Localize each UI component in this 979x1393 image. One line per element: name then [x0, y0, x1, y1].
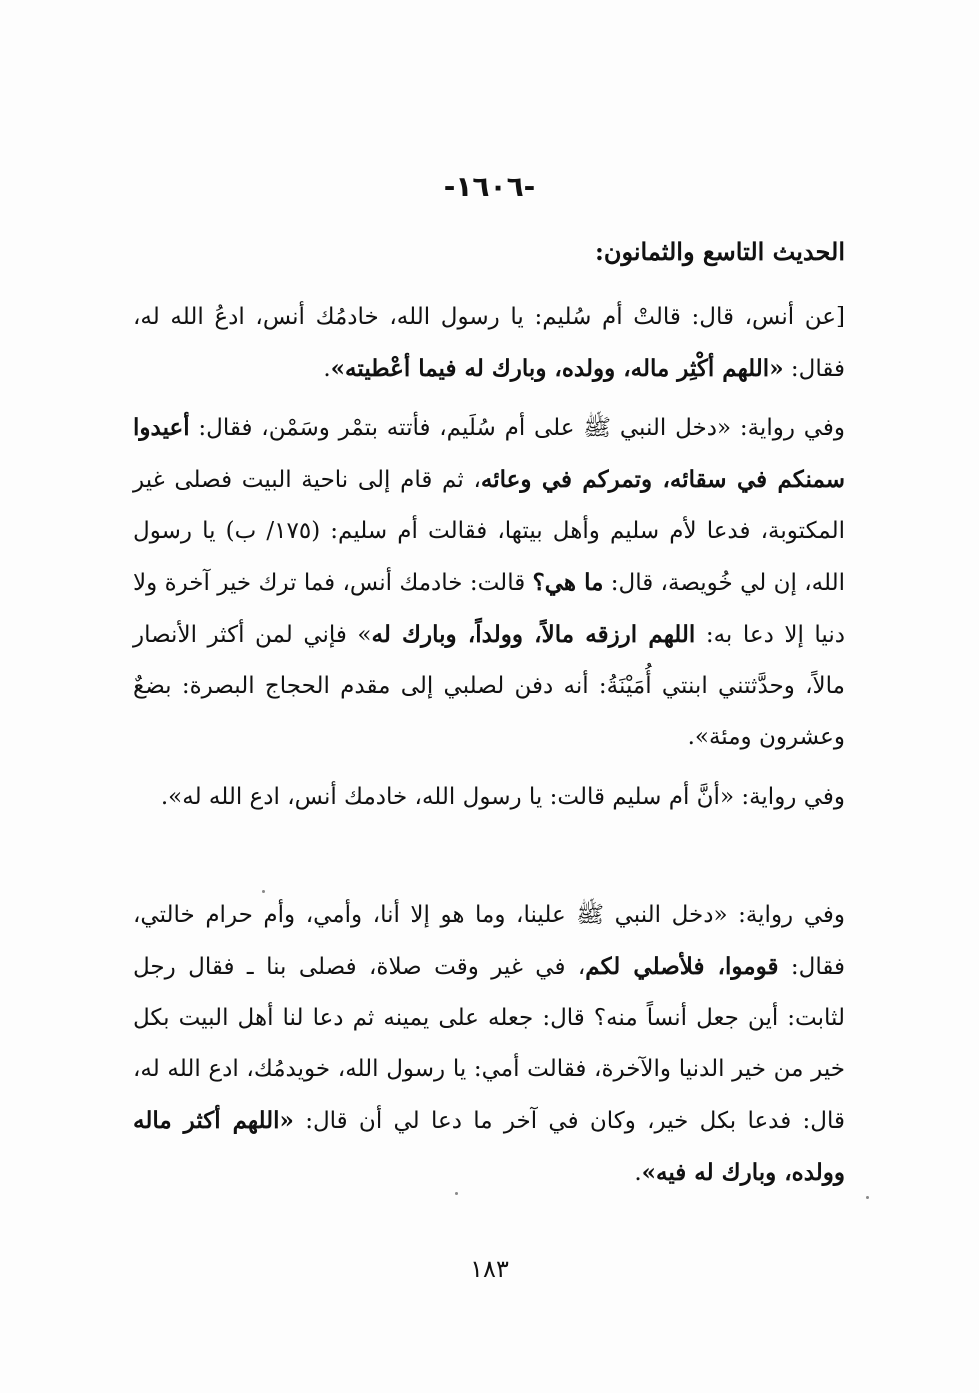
bold-text-segment: قوموا، فلأصلي لكم [585, 953, 779, 980]
text-segment: . [634, 1160, 642, 1186]
scan-speck [866, 1196, 869, 1199]
text-segment: قالت: خادمك أنس، فما ترك خير آخرة ولا دنيا إلا دعا به: [133, 570, 845, 648]
scan-speck [455, 1192, 458, 1195]
bold-text-segment: «اللهم أكْثِر ماله، وولده، وبارك له فيما أعْطيته» [330, 355, 784, 382]
text-segment: ، في غير وقت صلاة، فصلى بنا ـ فقال رجل لثابت: أين جعل أنساً منه؟ قال: جعله على يمينه ثم دعا لنا أهل البيت بكل خير من خير الدنيا والآخرة، فقالت أمي: يا رسول الله، خويدمُك، ادع الله له، قال: فدعا بكل خير، وكان في آخر ما دعا لي أن قال: [133, 954, 845, 1134]
text-segment: . [323, 356, 331, 382]
paragraph [133, 890, 845, 1199]
bold-text-segment: أعيدوا سمنكم في سقائه، وتمركم في وعائه [133, 414, 846, 493]
text-segment: ، ثم قام إلى ناحية البيت فصلى غير المكتوبة، فدعا لأم سليم وأهل بيتها، فقالت أم سليم: (١٧٥/ ب) يا رسول الله، إن لي خُويصة، قال: [133, 467, 846, 596]
bold-text-segment: ما هي؟ [532, 569, 604, 596]
scan-speck [262, 890, 265, 893]
paragraph [133, 772, 845, 823]
paragraph [133, 402, 845, 763]
section-heading: الحديث التاسع والثمانون: [594, 237, 845, 266]
text-segment: وفي رواية: «دخل النبي ﷺ على أم سُلَيم، فأتته بتمْر وسَمْن، فقال: [189, 415, 845, 441]
page-number: ١٨٣ [470, 1255, 509, 1283]
hadith-number: -١٦٠٦- [443, 170, 536, 203]
bold-text-segment: «اللهم أكثر ماله وولده، وبارك له فيه» [133, 1107, 845, 1186]
text-segment: وفي رواية: «أنَّ أم سليم قالت: يا رسول الله، خادمك أنس، ادع الله له». [160, 784, 845, 810]
text-segment: وفي رواية: «دخل النبي ﷺ علينا، وما هو إلا أنا، وأمي، وأم حرام خالتي، فقال: [133, 902, 845, 980]
text-segment: [عن أنس، قال: قالتْ أم سُليم: يا رسول الله، خادمُك أنس، ادعُ الله له، فقال: [133, 304, 845, 382]
bold-text-segment: اللهم ارزقه مالاً، وولداً، وبارك له [371, 621, 696, 648]
text-segment: » فإني لمن أكثر الأنصار مالاً، وحدَّثتني ابنتي أُمَيْنَةُ: أنه دفن لصلبي إلى مقدم الحجاج البصرة: بضعٌ وعشرون ومئة». [133, 622, 845, 750]
paragraph [133, 292, 845, 395]
